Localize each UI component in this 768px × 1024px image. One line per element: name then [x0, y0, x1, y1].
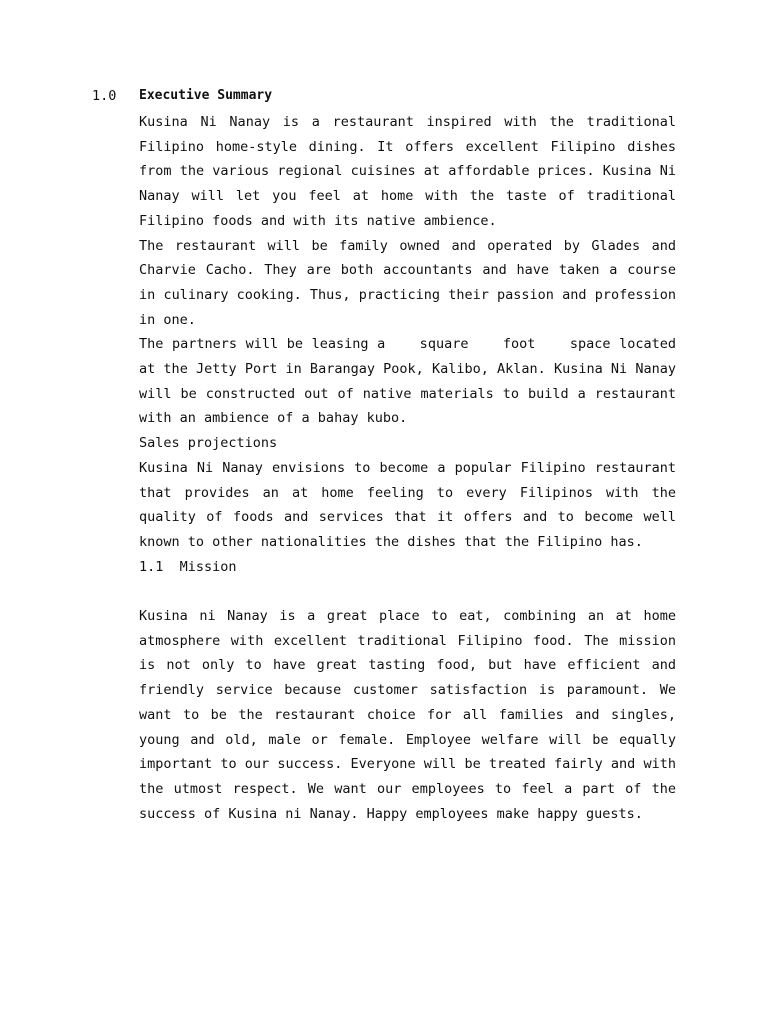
subsection-title: Mission [179, 558, 237, 575]
intro-paragraph: Kusina Ni Nanay is a restaurant inspired with the traditional Filipino home-style dining. It offers excellent Filipino dishes from the various regional cuisines at affordable prices. Kusina Ni Nanay will let you feel at home with the taste of traditional Filipino foods and with its native ambience. [139, 114, 676, 229]
blank-line [139, 579, 676, 604]
mission-paragraph: Kusina ni Nanay is a great place to eat, combining an at home atmosphere with excellent traditional Filipino food. The mission is not only to have great tasting food, but have efficient and friendly service because customer satisfaction is paramount. We want to be the restaurant choice for all families and singles, young and old, male or female. Employee welfare will be equally important to our success. Everyone will be treated fairly and with the utmost respect. We want our employees to feel a part of the success of Kusina ni Nanay. Happy employees make happy guests. [139, 608, 676, 822]
section-title: Executive Summary [139, 88, 273, 103]
section-number: 1.0 [92, 88, 117, 104]
location-paragraph: The partners will be leasing a square foot space located at the Jetty Port in Barangay Pook, Kalibo, Aklan. Kusina Ni Nanay will be constructed out of native materials to build a restaurant with an ambience of a bahay kubo. [139, 336, 685, 427]
ownership-paragraph: The restaurant will be family owned and operated by Glades and Charvie Cacho. They are both accountants and have taken a course in culinary cooking. Thus, practicing their passion and profession in one. [139, 237, 676, 328]
vision-paragraph: Kusina Ni Nanay envisions to become a popular Filipino restaurant that provides an at home feeling to every Filipinos with the quality of foods and services that it offers and to become well known to other nationalities the dishes that the Filipino has. [139, 459, 676, 550]
subsection-heading [139, 555, 676, 580]
sales-projections-heading: Sales projections [139, 435, 278, 452]
document-body [139, 110, 685, 826]
subsection-number: 1.1 [139, 558, 164, 575]
